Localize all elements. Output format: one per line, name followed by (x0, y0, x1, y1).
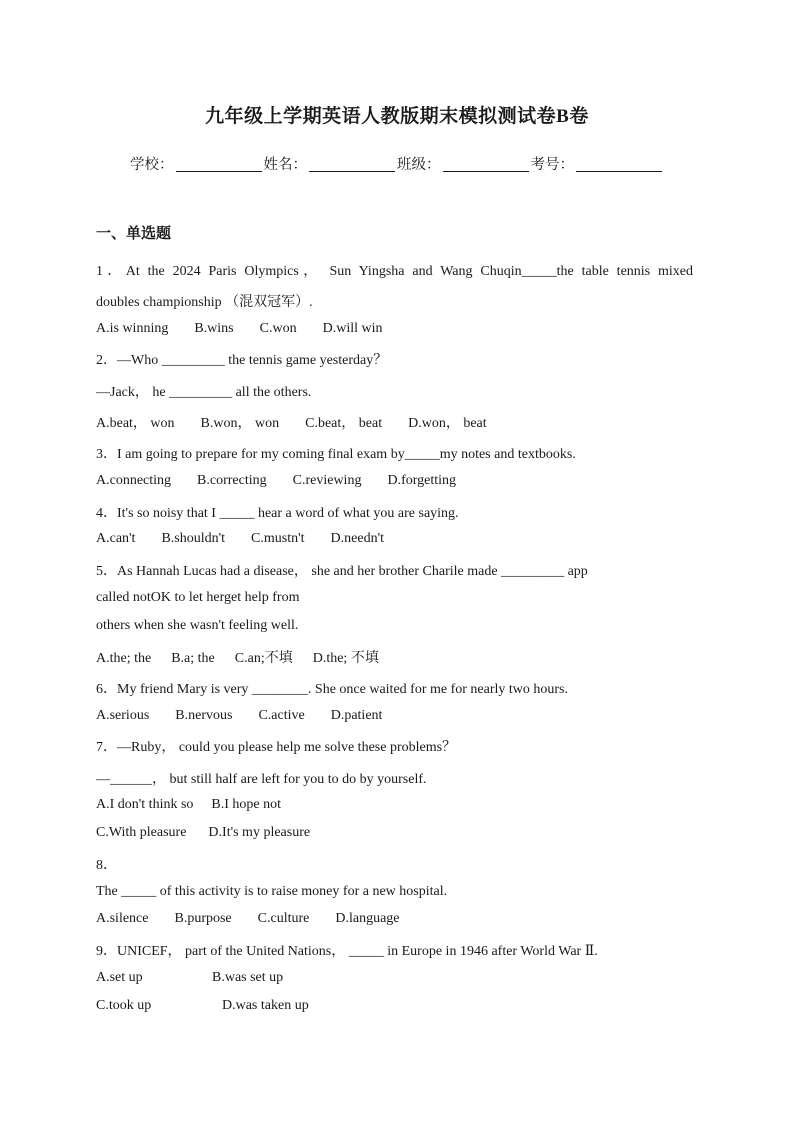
question-text: The _____ of this activity is to raise money for a new hospital. (96, 884, 448, 899)
question-text: —______， but still half are left for you to do by yourself. (96, 772, 427, 787)
question-text: 2．—Who _________ the tennis game yesterday？ (96, 353, 388, 368)
option-a[interactable]: A.the; the (96, 651, 152, 666)
section-title: 一、单选题 (96, 226, 172, 242)
class-blank[interactable] (443, 157, 529, 172)
option-c[interactable]: C.active (258, 708, 305, 723)
option-c[interactable]: C.mustn't (251, 531, 305, 546)
option-d[interactable]: D.was taken up (222, 998, 309, 1013)
option-d[interactable]: D.It's my pleasure (208, 825, 311, 840)
option-row (96, 412, 696, 432)
question-text: 3．I am going to prepare for my coming final exam by_____my notes and textbooks. (96, 447, 576, 462)
question-text: 1．At the 2024 Paris Olympics， Sun Yingsha and Wang Chuqin_____the table tennis mixed (96, 264, 693, 279)
option-row (96, 708, 696, 724)
option-b[interactable]: B.a; the (171, 651, 215, 666)
name-blank[interactable] (309, 157, 395, 172)
question-text: others when she wasn't feeling well. (96, 618, 299, 633)
option-d[interactable]: D.won， beat (408, 416, 487, 431)
option-row (96, 647, 696, 667)
option-a[interactable]: A.connecting (96, 473, 172, 488)
question-text: 9．UNICEF， part of the United Nations， _____ in Europe in 1946 after World War Ⅱ. (96, 944, 598, 959)
option-d[interactable]: D.needn't (330, 531, 384, 546)
option-d[interactable]: D.language (335, 911, 400, 926)
option-c[interactable]: C.beat， beat (305, 416, 383, 431)
option-d[interactable]: D.patient (330, 708, 383, 723)
option-a[interactable]: A.is winning (96, 321, 169, 336)
option-b[interactable]: B.I hope not (211, 797, 282, 812)
student-info-row (0, 153, 794, 174)
option-a[interactable]: A.beat， won (96, 416, 175, 431)
option-row (96, 970, 696, 986)
option-c[interactable]: C.With pleasure (96, 825, 187, 840)
school-label: 学校： (130, 157, 174, 173)
option-b[interactable]: B.wins (194, 321, 234, 336)
option-c[interactable]: C.took up (96, 998, 152, 1013)
option-row (96, 825, 696, 841)
number-label: 考号： (530, 157, 574, 173)
question-text: 7．—Ruby， could you please help me solve these problems？ (96, 740, 457, 755)
option-row (96, 911, 696, 927)
option-row (96, 321, 696, 337)
option-b[interactable]: B.won， won (200, 416, 280, 431)
page-title: 九年级上学期英语人教版期末模拟测试卷B卷 (205, 106, 589, 127)
school-blank[interactable] (176, 157, 262, 172)
option-a[interactable]: A.serious (96, 708, 150, 723)
name-label: 姓名： (263, 157, 307, 173)
option-a[interactable]: A.set up (96, 970, 143, 985)
option-c[interactable]: C.won (259, 321, 297, 336)
question-text: 6．My friend Mary is very ________. She once waited for me for nearly two hours. (96, 682, 569, 697)
option-b[interactable]: B.was set up (212, 970, 284, 985)
option-b[interactable]: B.nervous (175, 708, 233, 723)
option-row (96, 998, 696, 1014)
question-text: 8． (96, 858, 117, 873)
option-a[interactable]: A.can't (96, 531, 136, 546)
question-text: called notOK to let herget help from (96, 590, 300, 605)
option-b[interactable]: B.purpose (174, 911, 232, 926)
option-row (96, 531, 696, 547)
question-text: doubles championship （混双冠军）. (96, 295, 313, 310)
number-blank[interactable] (576, 157, 662, 172)
option-d[interactable]: D.the; 不填 (312, 651, 379, 666)
option-row (96, 797, 696, 813)
class-label: 班级： (397, 157, 441, 173)
option-c[interactable]: C.culture (257, 911, 310, 926)
option-c[interactable]: C.reviewing (292, 473, 362, 488)
option-c[interactable]: C.an;不填 (234, 651, 293, 666)
question-text: 4．It's so noisy that I _____ hear a word of what you are saying. (96, 506, 459, 521)
option-row (96, 473, 696, 489)
option-a[interactable]: A.silence (96, 911, 149, 926)
option-b[interactable]: B.correcting (197, 473, 267, 488)
question-text: —Jack， he _________ all the others. (96, 385, 312, 400)
option-d[interactable]: D.will win (322, 321, 383, 336)
option-a[interactable]: A.I don't think so (96, 797, 194, 812)
option-b[interactable]: B.shouldn't (161, 531, 226, 546)
option-d[interactable]: D.forgetting (387, 473, 457, 488)
question-text: 5．As Hannah Lucas had a disease， she and her brother Charile made _________ app (96, 564, 588, 579)
